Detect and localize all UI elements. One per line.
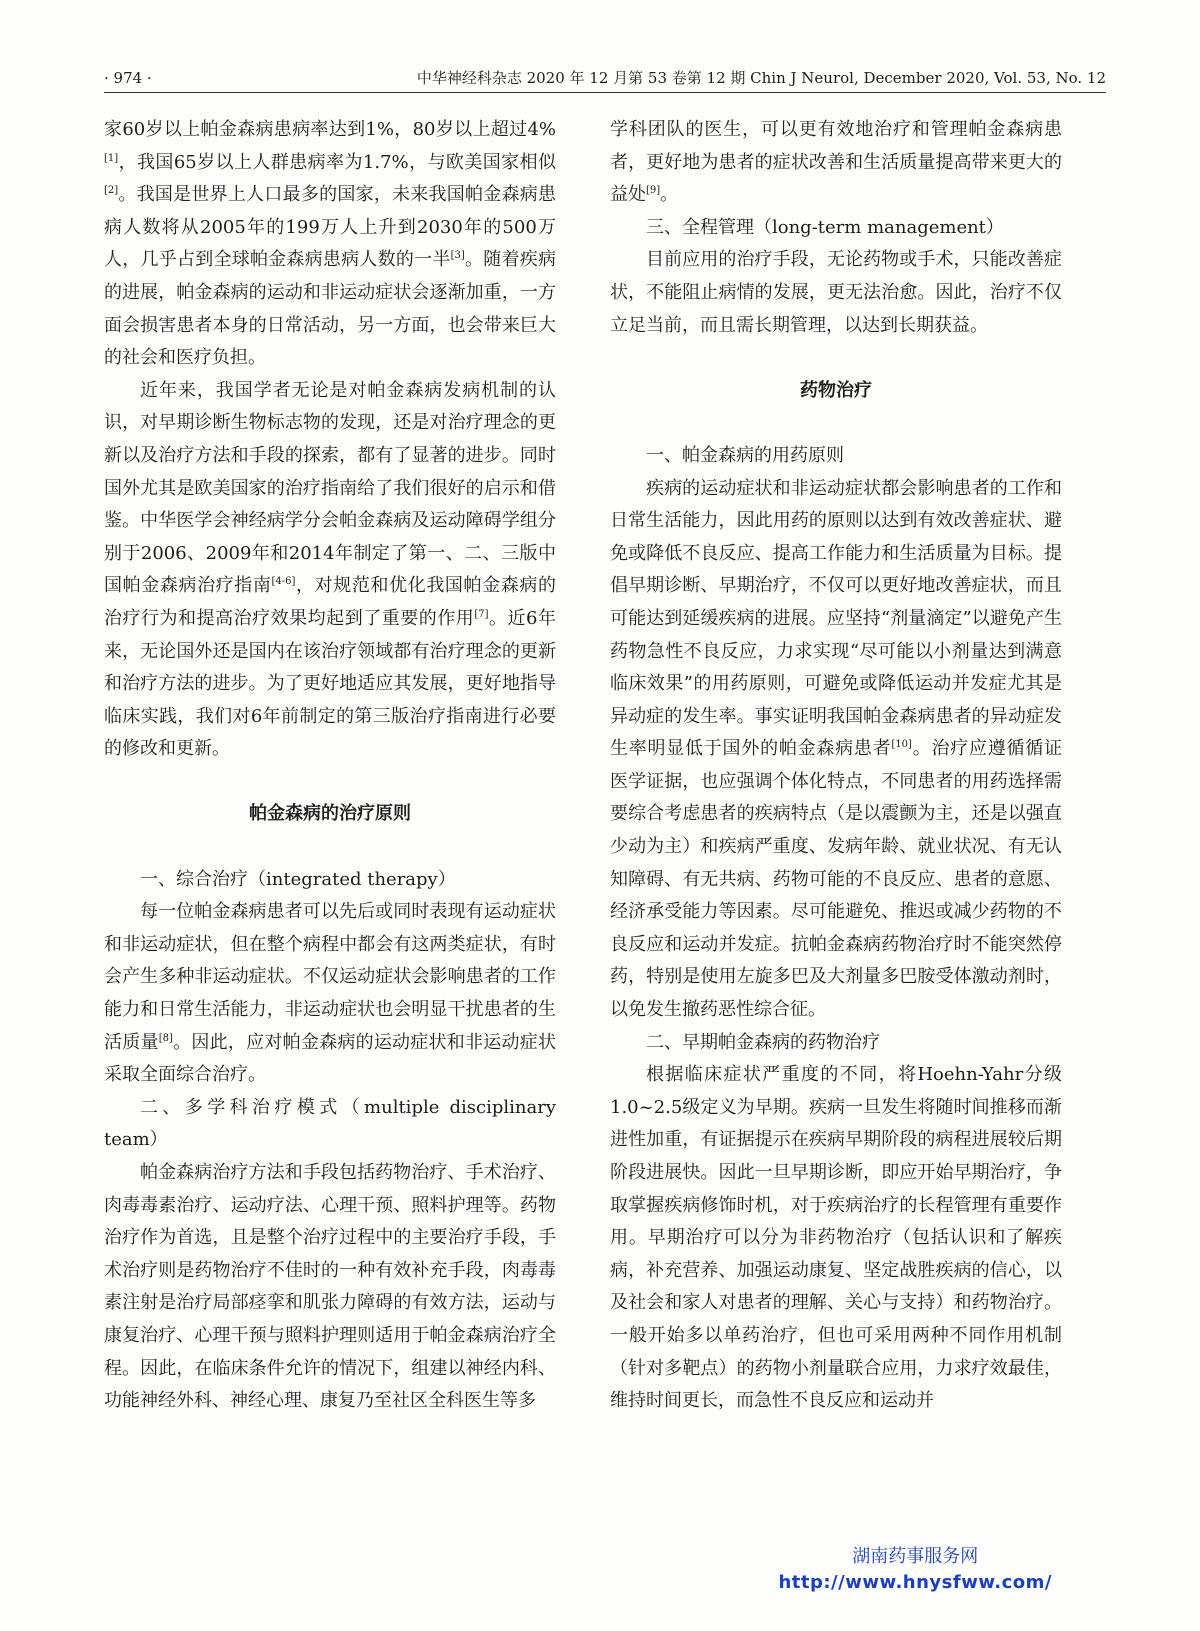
section-heading-drug-therapy: 药物治疗 bbox=[800, 379, 872, 401]
paragraph: 根据临床症状严重度的不同，将Hoehn-Yahr分级1.0~2.5级定义为早期。疾病一旦发生将随时间推移而渐进性加重，有证据提示在疾病早期阶段的病程进展较后期阶段进展快。因此一旦早期诊断，即应开始早期治疗，争取掌握疾病修饰时机，对于疾病治疗的长程管理有重要作用。早期治疗可以分为非药物治疗（包括认识和了解疾病，补充营养、加强运动康复、坚定战胜疾病的信心，以及社会和家人对患者的理解、关心与支持）和药物治疗。一般开始多以单药治疗，但也可采用两种不同作用机制（针对多靶点）的药物小剂量联合应用，力求疗效最佳，维持时间更长，而急性不良反应和运动并 bbox=[610, 1064, 1062, 1412]
subsection-heading: 一、帕金森病的用药原则 bbox=[646, 444, 844, 466]
watermark bbox=[778, 1544, 1052, 1596]
watermark-site-name: 湖南药事服务网 bbox=[852, 1546, 979, 1567]
paragraph: 家60岁以上帕金森病患病率达到1%，80岁以上超过4%[1]，我国65岁以上人群患病率为1.7%，与欧美国家相似[2]。我国是世界上人口最多的国家，未来我国帕金森病患病人数将从2005年的199万人上升到2030年的500万人，几乎占到全球帕金森病患病人数的一半[3]。随着疾病的进展，帕金森病的运动和非运动症状会逐渐加重，一方面会损害患者本身的日常活动，另一方面，也会带来巨大的社会和医疗负担。 bbox=[104, 119, 557, 369]
paragraph: 每一位帕金森病患者可以先后或同时表现有运动症状和非运动症状，但在整个病程中都会有这两类症状，有时会产生多种非运动症状。不仅运动症状会影响患者的工作能力和日常生活能力，非运动症状也会明显干扰患者的生活质量[8]。因此，应对帕金森病的运动症状和非运动症状采取全面综合治疗。 bbox=[104, 901, 557, 1086]
page-number: · 974 · bbox=[104, 69, 152, 87]
citation-ref[interactable]: [9] bbox=[646, 185, 661, 197]
subsection-heading: 一、综合治疗（integrated therapy） bbox=[140, 868, 456, 890]
citation-ref[interactable]: [8] bbox=[158, 1032, 173, 1044]
citation-ref[interactable]: [2] bbox=[104, 185, 119, 197]
running-header bbox=[104, 64, 1106, 93]
paragraph: 疾病的运动症状和非运动症状都会影响患者的工作和日常生活能力，因此用药的原则以达到有效改善症状、避免或降低不良反应、提高工作能力和生活质量为目标。提倡早期诊断、早期治疗，不仅可以更好地改善症状，而且可能达到延缓疾病的进展。应坚持“剂量滴定”以避免产生药物急性不良反应，力求实现“尽可能以小剂量达到满意临床效果”的用药原则，可避免或降低运动并发症尤其是异动症的发生率。事实证明我国帕金森病患者的异动症发生率明显低于国外的帕金森病患者[10]。治疗应遵循循证医学证据，也应强调个体化特点，不同患者的用药选择需要综合考虑患者的疾病特点（是以震颤为主，还是以强直少动为主）和疾病严重度、发病年龄、就业状况、有无认知障碍、有无共病、药物可能的不良反应、患者的意愿、经济承受能力等因素。尽可能避免、推迟或减少药物的不良反应和运动并发症。抗帕金森病药物治疗时不能突然停药，特别是使用左旋多巴及大剂量多巴胺受体激动剂时，以免发生撤药恶性综合征。 bbox=[610, 477, 1063, 1021]
subsection-heading: 二、多学科治疗模式（multiple disciplinary team） bbox=[104, 1096, 556, 1151]
paragraph: 学科团队的医生，可以更有效地治疗和管理帕金森病患者，更好地为患者的症状改善和生活质量提高带来更大的益处[9]。 bbox=[610, 119, 1062, 206]
left-column bbox=[104, 114, 556, 1418]
citation-ref[interactable]: [3] bbox=[450, 250, 465, 262]
subsection-heading: 二、早期帕金森病的药物治疗 bbox=[646, 1031, 880, 1053]
citation-ref[interactable]: [4-6] bbox=[271, 576, 296, 588]
citation-ref[interactable]: [10] bbox=[891, 739, 912, 751]
section-heading-principles: 帕金森病的治疗原则 bbox=[249, 803, 411, 825]
paragraph: 目前应用的治疗手段，无论药物或手术，只能改善症状，不能阻止病情的发展，更无法治愈。因此，治疗不仅立足当前，而且需长期管理，以达到长期获益。 bbox=[610, 249, 1062, 336]
journal-citation: 中华神经科杂志 2020 年 12 月第 53 卷第 12 期 Chin J Neurol, December 2020, Vol. 53, No. 12 bbox=[416, 69, 1106, 87]
citation-ref[interactable]: [7] bbox=[474, 608, 489, 620]
watermark-url[interactable]: http://www.hnysfww.com/ bbox=[778, 1572, 1052, 1593]
paragraph: 近年来，我国学者无论是对帕金森病发病机制的认识，对早期诊断生物标志物的发现，还是对治疗理念的更新以及治疗方法和手段的探索，都有了显著的进步。同时国外尤其是欧美国家的治疗指南给了我们很好的启示和借鉴。中华医学会神经病学分会帕金森病及运动障碍学组分别于2006、2009年和2014年制定了第一、二、三版中国帕金森病治疗指南[4-6]，对规范和优化我国帕金森病的治疗行为和提高治疗效果均起到了重要的作用[7]。近6年来，无论国外还是国内在该治疗领域都有治疗理念的更新和治疗方法的进步。为了更好地适应其发展，更好地指导临床实践，我们对6年前制定的第三版治疗指南进行必要的修改和更新。 bbox=[104, 379, 556, 760]
citation-ref[interactable]: [1] bbox=[104, 152, 119, 164]
paragraph: 帕金森病治疗方法和手段包括药物治疗、手术治疗、肉毒毒素治疗、运动疗法、心理干预、照料护理等。药物治疗作为首选，且是整个治疗过程中的主要治疗手段，手术治疗则是药物治疗不佳时的一种有效补充手段，肉毒毒素注射是治疗局部痉挛和肌张力障碍的有效方法，运动与康复治疗、心理干预与照料护理则适用于帕金森病治疗全程。因此，在临床条件允许的情况下，组建以神经内科、功能神经外科、神经心理、康复乃至社区全科医生等多 bbox=[104, 1162, 556, 1412]
right-column bbox=[610, 114, 1062, 1418]
subsection-heading: 三、全程管理（long-term management） bbox=[646, 216, 1004, 238]
